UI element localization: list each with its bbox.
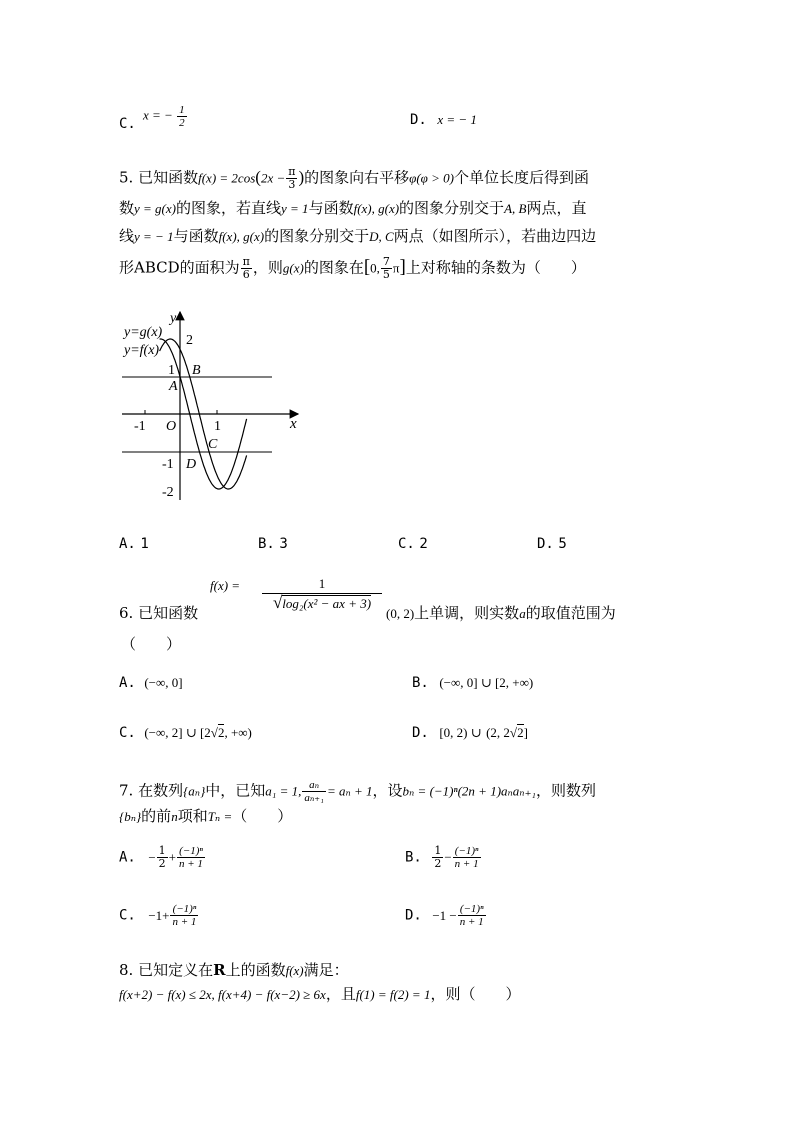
text: 线 xyxy=(119,227,135,245)
option-value: 2 xyxy=(419,536,428,552)
fraction: $\frac{\text{(−1)ⁿ}}{n + 1}$ xyxy=(172,903,197,928)
q4-option-c xyxy=(119,114,136,134)
option-expr: , +∞) xyxy=(224,725,252,740)
point-D: D xyxy=(186,457,197,472)
option-label: D. xyxy=(410,112,427,128)
math: φ(φ > 0) xyxy=(409,170,454,186)
math: 2x − xyxy=(260,170,286,186)
text: 中，已知 xyxy=(205,781,266,800)
tick-label-minus-2: -2 xyxy=(162,485,174,500)
option-expr: [0, 2) ∪ xyxy=(439,725,482,740)
text: 已知函数 xyxy=(138,168,199,187)
option-label: C. xyxy=(119,907,136,924)
text: 已知定义在 xyxy=(138,961,214,979)
option-label: B. xyxy=(258,536,275,552)
text: 个单位长度后得到函 xyxy=(453,168,589,187)
math: −1 − xyxy=(432,907,457,923)
q4-option-d xyxy=(410,110,477,130)
math: y = 1 xyxy=(281,201,309,216)
fraction: $\frac{\pi}{6}$ xyxy=(242,255,250,281)
q5-option-a xyxy=(119,534,149,554)
text: 的前 xyxy=(141,807,172,825)
q7-option-d xyxy=(405,903,487,928)
q5-option-b xyxy=(258,534,288,554)
q5-line-2 xyxy=(119,198,586,219)
math: (0, 2) xyxy=(386,606,415,621)
x-tick-label-1: 1 xyxy=(214,419,221,434)
fraction: $\frac{1}{2}$ xyxy=(158,844,166,870)
text: ，设 xyxy=(372,781,403,800)
math: y = g(x) xyxy=(134,201,176,216)
q7-line-2 xyxy=(119,806,292,827)
q4-option-c-expr: x = − $\frac{1}{2}$ xyxy=(143,104,185,129)
q6-fraction xyxy=(262,576,382,613)
math: = aₙ + 1 xyxy=(326,783,373,799)
text: 上对称轴的条数为（ ） xyxy=(405,258,586,277)
text: ，则 xyxy=(252,258,283,277)
q7-line-1 xyxy=(119,779,596,804)
option-value: 5 xyxy=(558,536,567,552)
math: − xyxy=(444,849,452,865)
fraction: $\frac{\text{(−1)ⁿ}}{n + 1}$ xyxy=(454,845,479,870)
fraction-denominator: √log₂(x² − ax + 3) xyxy=(272,593,372,612)
text: 的取值范围为 xyxy=(525,604,616,622)
math: −1+ xyxy=(148,907,170,923)
q6-option-c: C. (−∞, 2] ∪ [2√2, +∞) xyxy=(119,725,252,741)
math: 0, xyxy=(370,260,380,276)
q7-option-c xyxy=(119,903,199,928)
text: 上单调，则实数 xyxy=(414,604,520,622)
text: 的图象分别交于 xyxy=(264,227,370,245)
option-value: 1 xyxy=(140,536,149,552)
q8-line-2 xyxy=(119,984,520,1005)
text: ，则（ ） xyxy=(430,985,521,1003)
math: g(x) xyxy=(282,260,304,276)
text: 与函数 xyxy=(308,199,354,217)
tick-label-2: 2 xyxy=(186,333,193,348)
sqrt-value: 2 xyxy=(517,725,524,740)
label-g: y=g(x) xyxy=(124,325,163,340)
option-label: C. xyxy=(398,536,415,552)
text: 的图象在 xyxy=(303,258,364,277)
question-number: 7. xyxy=(119,781,134,800)
point-A: A xyxy=(169,379,178,394)
math: f(x), g(x) xyxy=(353,201,400,216)
q7-option-b xyxy=(405,845,482,870)
question-number: 5. xyxy=(119,168,134,187)
q7-option-a xyxy=(119,845,206,870)
math: f(x) = xyxy=(210,578,241,593)
text: 满足： xyxy=(303,961,349,979)
text: 两点，直 xyxy=(526,199,587,217)
q6-line-1 xyxy=(119,603,198,623)
question-number: 8. xyxy=(119,961,134,979)
option-label: D. xyxy=(412,725,429,741)
math: f(x) = 2cos xyxy=(198,170,256,186)
fraction: $\frac{\text{(−1)ⁿ}}{n + 1}$ xyxy=(459,903,484,928)
point-B: B xyxy=(192,363,201,378)
math: y = − 1 xyxy=(134,229,174,244)
text: 数 xyxy=(119,199,135,217)
text: 上的函数 xyxy=(225,961,286,979)
option-label: D. xyxy=(405,907,422,924)
q8-line-1 xyxy=(119,960,349,981)
option-label: C. xyxy=(119,116,136,132)
question-number: 6. xyxy=(119,604,134,622)
math: f(x+2) − f(x) ≤ 2x, f(x+4) − f(x−2) ≥ 6x xyxy=(119,987,326,1002)
math: Tₙ = xyxy=(207,809,233,824)
option-expr: (−∞, 2] ∪ [2 xyxy=(144,725,211,740)
fraction: $\frac{7}{5}$ xyxy=(382,255,390,281)
q6-line-1-rest xyxy=(386,603,616,624)
math: − xyxy=(148,849,156,865)
q5-option-c xyxy=(398,534,428,554)
option-label: B. xyxy=(405,849,422,866)
tick-label-1: 1 xyxy=(168,363,175,378)
math: bₙ = (−1)ⁿ(2n + 1)aₙaₙ₊₁ xyxy=(402,783,536,799)
math: π xyxy=(392,260,400,276)
math: D, C xyxy=(369,229,394,244)
option-label: C. xyxy=(119,725,136,741)
math: {aₙ} xyxy=(183,783,206,799)
text: ，则数列 xyxy=(535,781,596,800)
option-expr: x = − 1 xyxy=(437,112,477,127)
option-value: 3 xyxy=(279,536,288,552)
y-axis-label: y xyxy=(170,311,177,326)
text: ，且 xyxy=(325,985,356,1003)
fraction: $\frac{1}{2}$ xyxy=(434,844,442,870)
option-label: A. xyxy=(119,536,136,552)
tick-label-minus-1: -1 xyxy=(162,457,174,472)
q5-line-3 xyxy=(119,226,596,247)
option-label: A. xyxy=(119,675,136,691)
math: + xyxy=(168,849,176,865)
origin-label: O xyxy=(166,419,177,434)
math: a₁ = 1, xyxy=(265,783,302,799)
text: 两点（如图所示），若曲边四边 xyxy=(393,227,597,245)
q6-option-b xyxy=(412,673,533,693)
option-label: A. xyxy=(119,849,136,866)
math: n xyxy=(171,809,178,824)
option-expr: (2, 2 xyxy=(486,725,510,740)
q6-function xyxy=(210,578,240,597)
sqrt-value: 2 xyxy=(217,725,225,740)
q6-option-a xyxy=(119,673,183,693)
math: f(1) = f(2) = 1 xyxy=(355,987,431,1002)
math: A, B xyxy=(504,201,527,216)
fraction: $\frac{\text{aₙ}}{\text{aₙ₊₁}}$ xyxy=(304,779,324,804)
q5-line-4: 形ABCD的面积为 $\frac{\pi}{6}$ ，则g(x)的图象在[0, $\frac{7}{5}$ π]上对称轴的条数为（ ） xyxy=(119,255,586,281)
text: 已知函数 xyxy=(138,604,199,622)
text: 的图象分别交于 xyxy=(399,199,505,217)
option-expr: (−∞, 0] ∪ [2, +∞) xyxy=(439,675,534,690)
q5-graph xyxy=(118,308,308,508)
x-tick-label-minus-1: -1 xyxy=(134,419,146,434)
point-C: C xyxy=(208,437,218,452)
math: f(x), g(x) xyxy=(218,229,265,244)
label-f: y=f(x) xyxy=(124,343,160,358)
option-expr: ] xyxy=(523,725,528,740)
text: 项和 xyxy=(177,807,208,825)
text: 的图象，若直线 xyxy=(176,199,282,217)
text: 与函数 xyxy=(173,227,219,245)
x-axis-label: x xyxy=(290,416,297,432)
answer-paren: （ ） xyxy=(121,635,182,653)
option-label: D. xyxy=(537,536,554,552)
answer-paren: （ ） xyxy=(232,807,293,825)
option-label: B. xyxy=(412,675,429,691)
math: {bₙ} xyxy=(119,809,142,824)
fraction-numerator: 1 xyxy=(318,576,326,591)
text: 在数列 xyxy=(138,781,184,800)
math: R xyxy=(213,961,226,979)
text: 形ABCD的面积为 xyxy=(119,258,240,277)
fraction: $\frac{\text{(−1)ⁿ}}{n + 1}$ xyxy=(179,845,203,870)
q6-option-d: D. [0, 2) ∪ (2, 2√2] xyxy=(412,725,528,741)
math: f(x) xyxy=(285,963,304,978)
option-expr: (−∞, 0] xyxy=(144,675,183,690)
q5-line-1: 5. 已知函数f(x) = 2cos(2x − $\frac{\pi}{3}$ )的图象向右平移φ(φ > 0)个单位长度后得到函 xyxy=(119,165,589,191)
fraction: $\frac{\pi}{3}$ xyxy=(288,165,296,191)
math: a xyxy=(519,606,526,621)
text: 的图象向右平移 xyxy=(304,168,410,187)
q5-option-d xyxy=(537,534,567,554)
